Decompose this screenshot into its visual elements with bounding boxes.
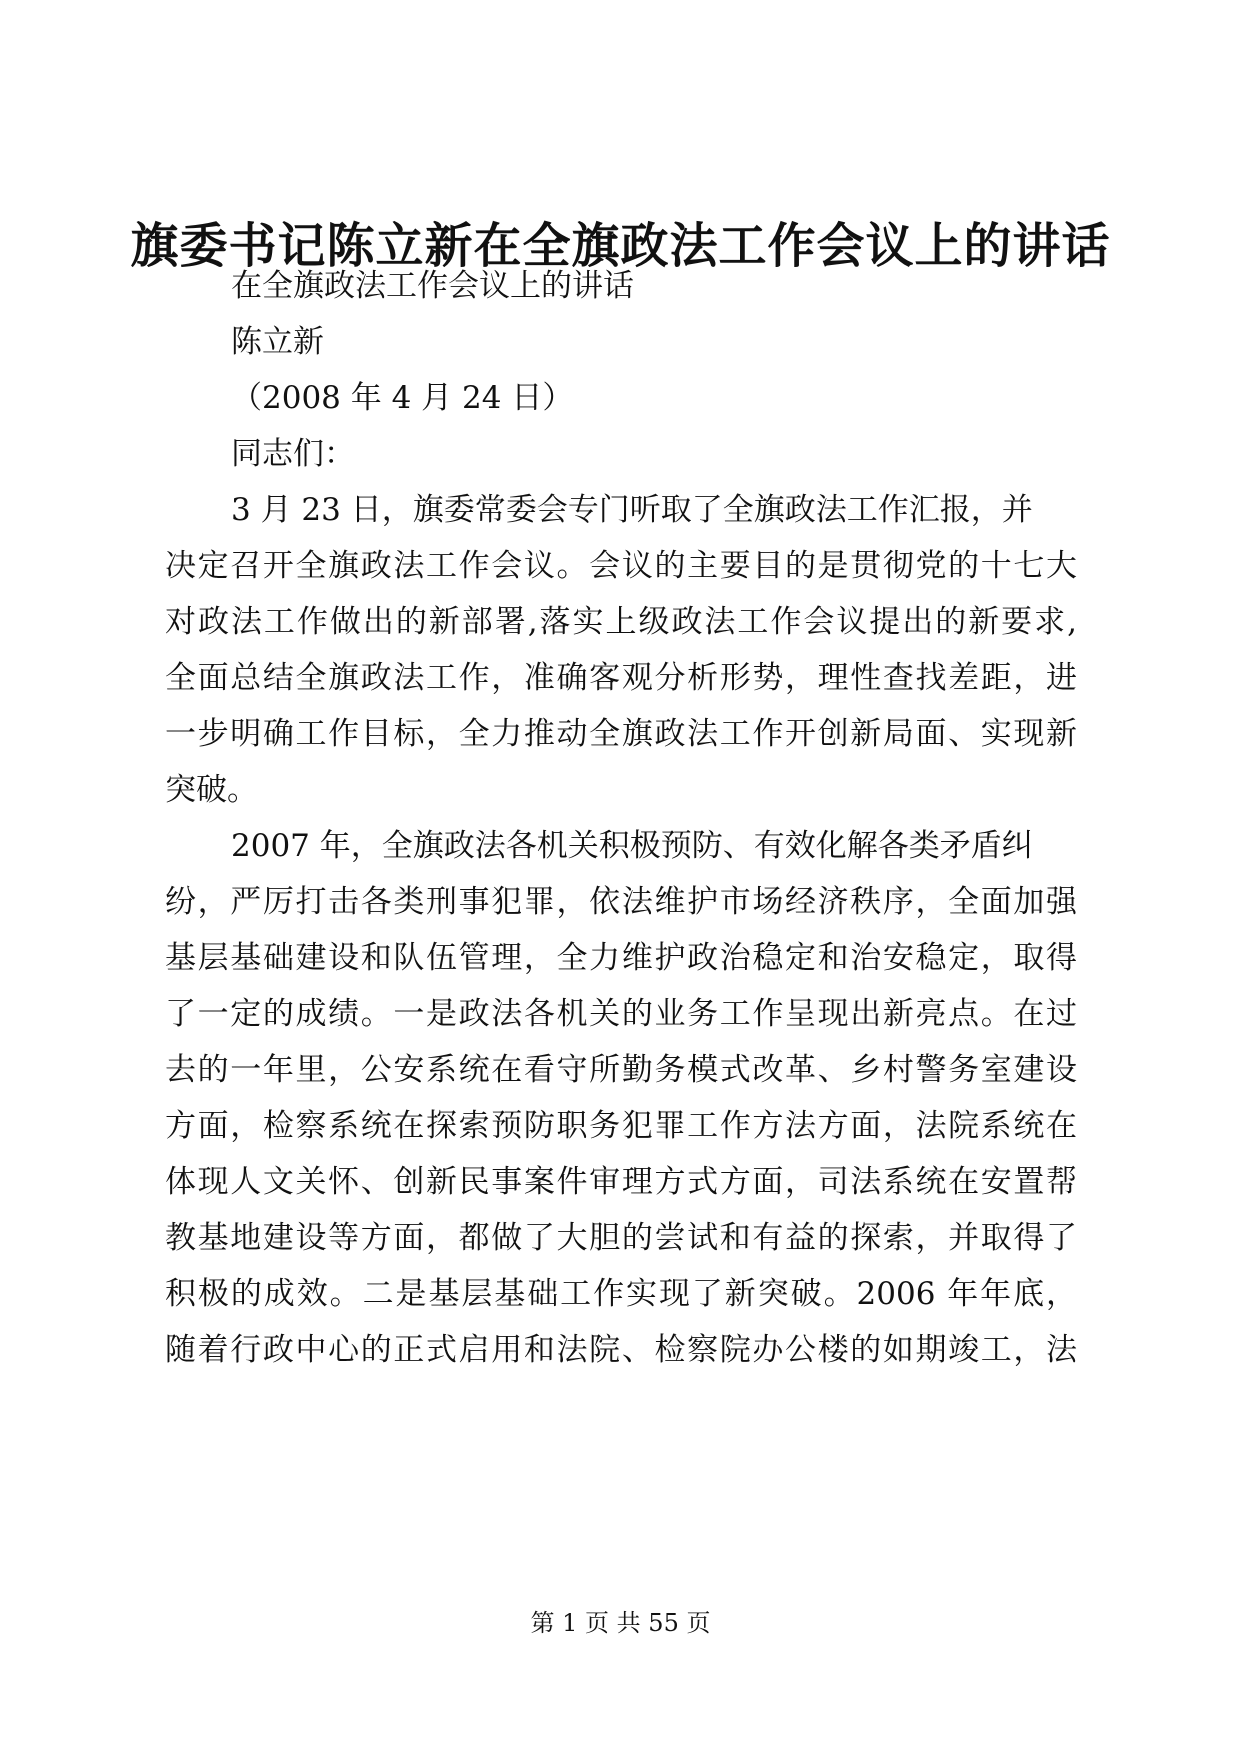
paragraph-1-line: 3 月 23 日，旗委常委会专门听取了全旗政法工作汇报，并 [231,492,1033,528]
document-author: 陈立新 [231,324,324,360]
paragraph-2-line: 教基地建设等方面，都做了大胆的尝试和有益的探索，并取得了 [165,1220,1077,1256]
paragraph-2-line: 方面，检察系统在探索预防职务犯罪工作方法方面，法院系统在 [165,1108,1077,1144]
paragraph-2-line: 积极的成效。二是基层基础工作实现了新突破。2006 年年底， [165,1276,1077,1312]
paragraph-2-line: 2007 年，全旗政法各机关积极预防、有效化解各类矛盾纠 [231,828,1033,864]
document-greeting: 同志们： [231,436,355,472]
paragraph-1-line: 一步明确工作目标，全力推动全旗政法工作开创新局面、实现新 [165,716,1077,752]
paragraph-2-line: 随着行政中心的正式启用和法院、检察院办公楼的如期竣工，法 [165,1332,1077,1368]
paragraph-1-line: 全面总结全旗政法工作，准确客观分析形势，理性查找差距，进 [165,660,1077,696]
paragraph-2-line: 了一定的成绩。一是政法各机关的业务工作呈现出新亮点。在过 [165,996,1077,1032]
document-date: （2008 年 4 月 24 日） [231,380,574,416]
document-title: 旗委书记陈立新在全旗政法工作会议上的讲话 [130,218,1111,274]
paragraph-2-line: 基层基础建设和队伍管理，全力维护政治稳定和治安稳定，取得 [165,940,1077,976]
page-number: 第 1 页 共 55 页 [530,1609,711,1637]
paragraph-2-line: 体现人文关怀、创新民事案件审理方式方面，司法系统在安置帮 [165,1164,1077,1200]
paragraph-1-line: 突破。 [165,772,258,808]
paragraph-2-line: 去的一年里，公安系统在看守所勤务模式改革、乡村警务室建设 [165,1052,1077,1088]
document-subtitle: 在全旗政法工作会议上的讲话 [231,268,634,304]
paragraph-2-line: 纷，严厉打击各类刑事犯罪，依法维护市场经济秩序，全面加强 [165,884,1077,920]
paragraph-1-line: 对政法工作做出的新部署,落实上级政法工作会议提出的新要求, [165,604,1077,640]
paragraph-1-line: 决定召开全旗政法工作会议。会议的主要目的是贯彻党的十七大 [165,548,1077,584]
